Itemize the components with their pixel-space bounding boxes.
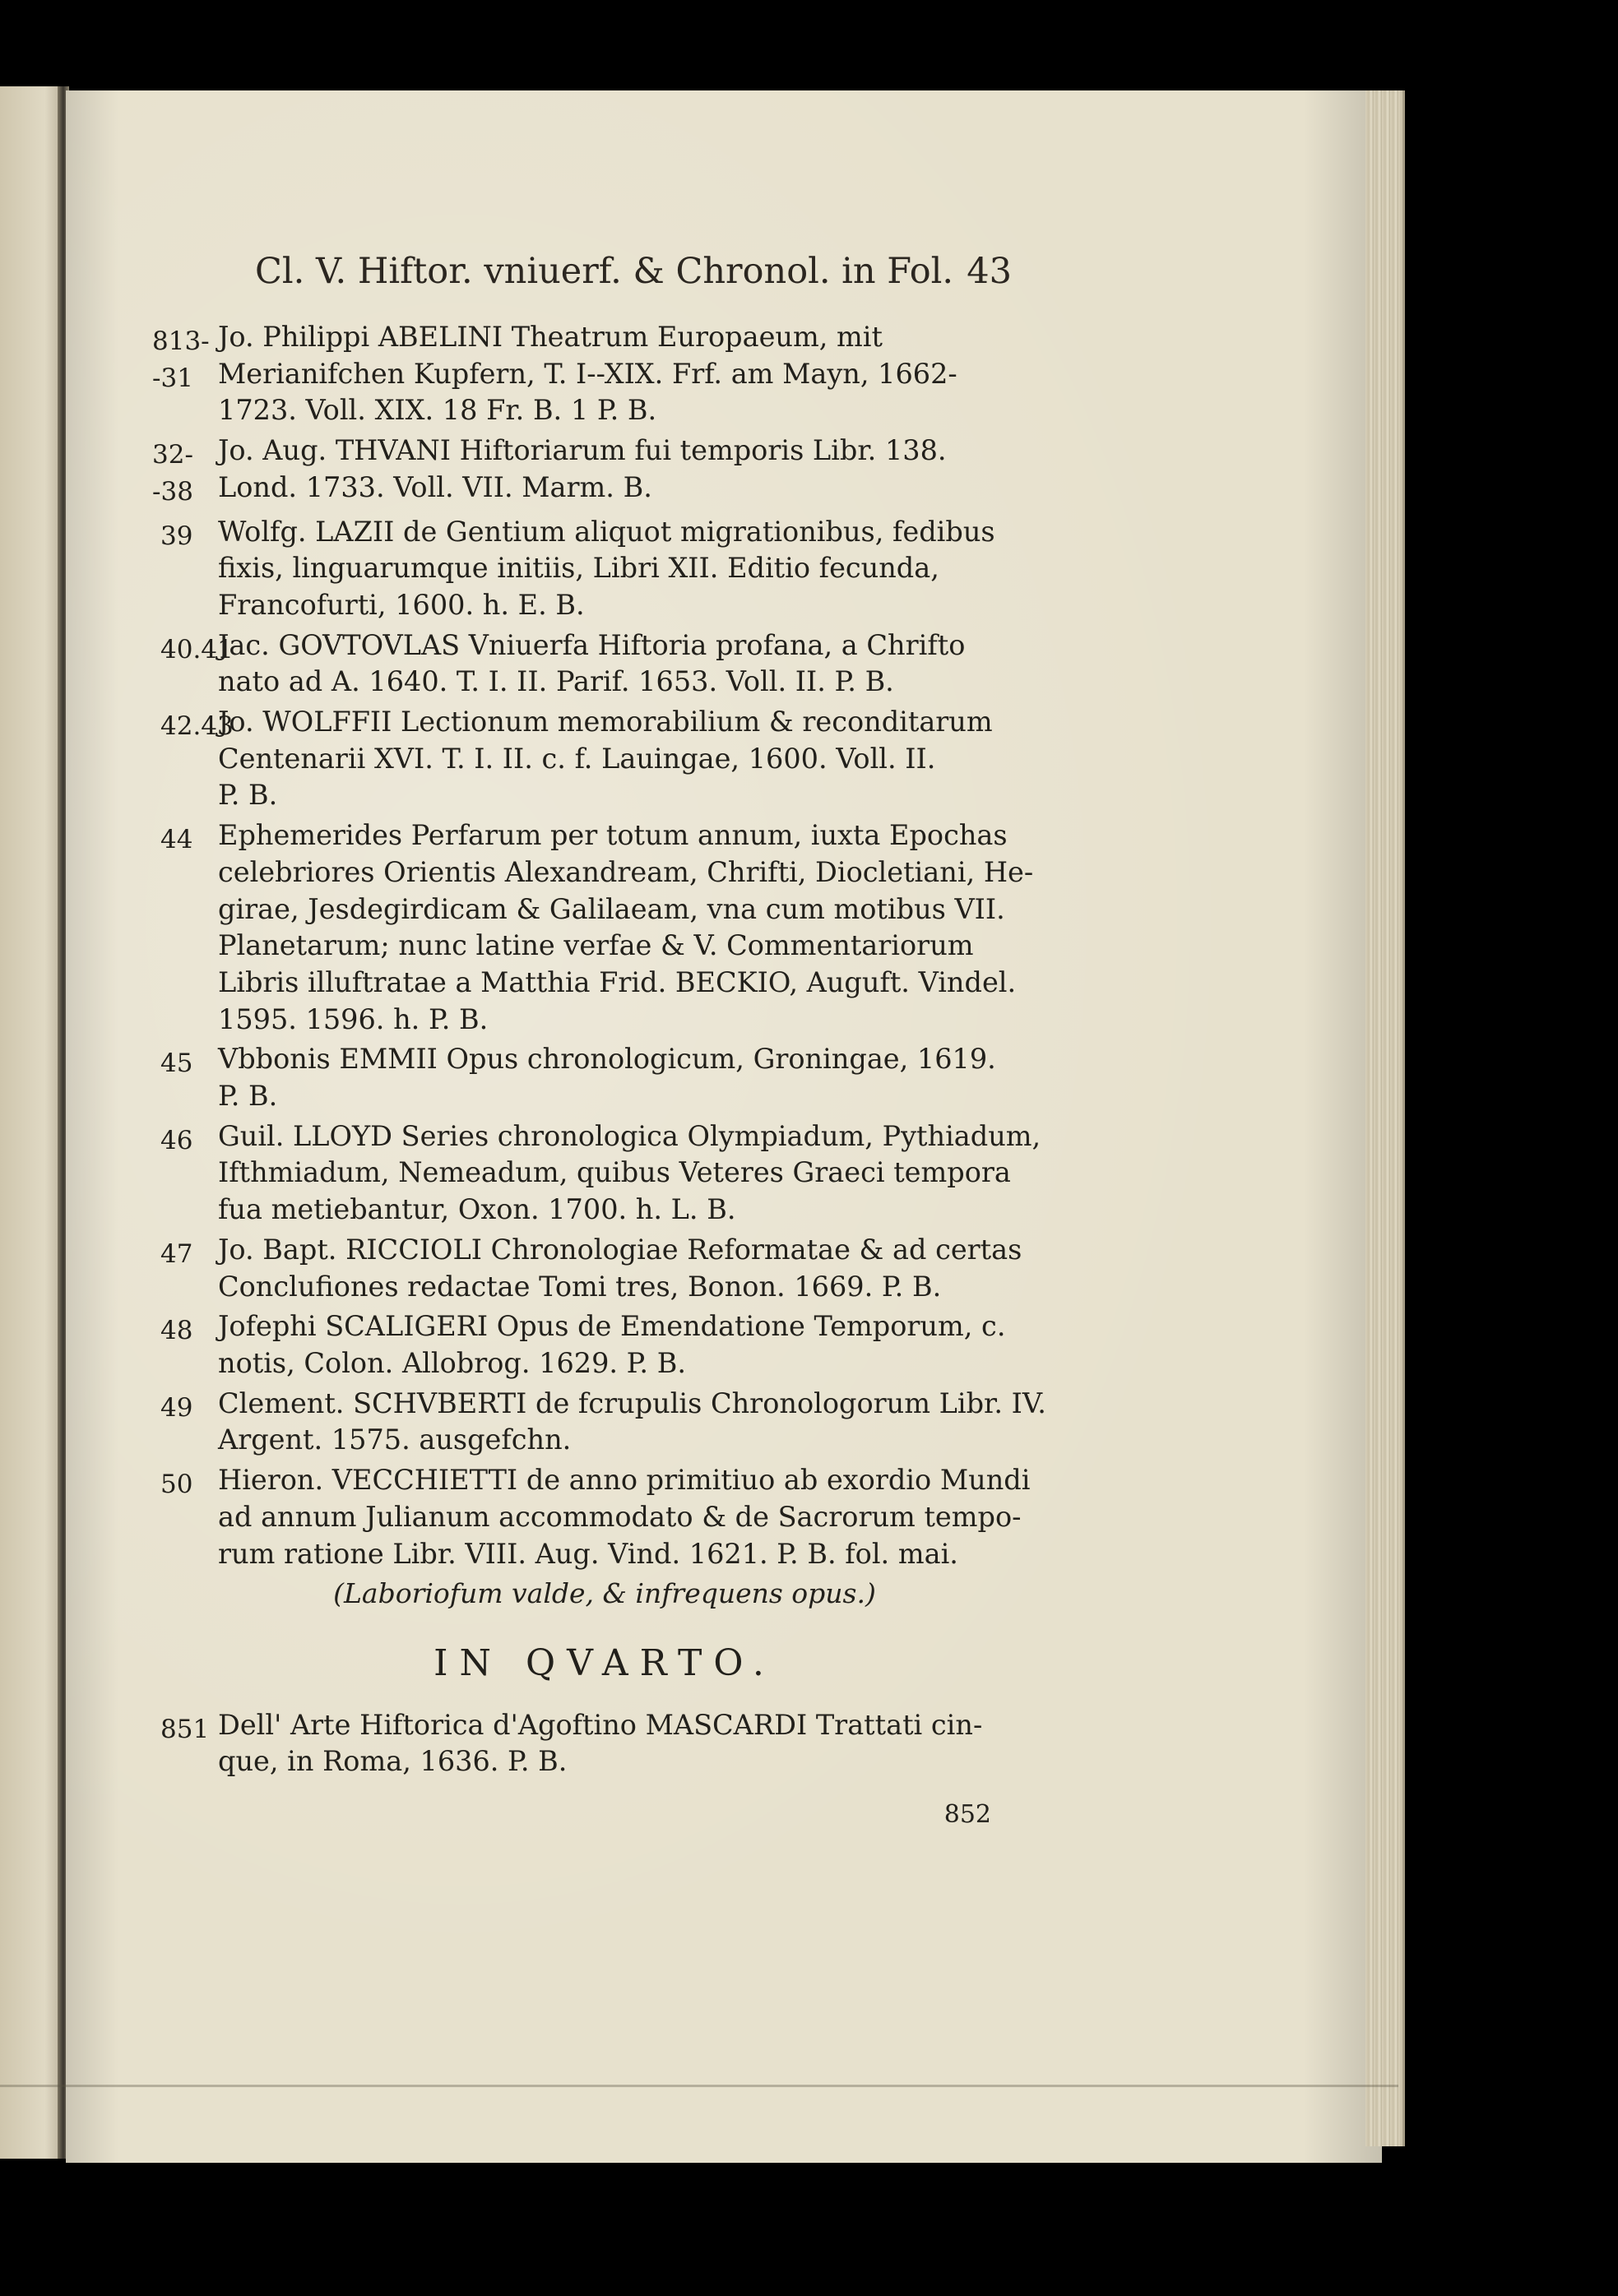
catalog-entry — [160, 1308, 1006, 1382]
entry-text — [218, 319, 999, 429]
entry-line: P. B. — [218, 779, 278, 812]
catalog-entry — [152, 433, 999, 510]
page-stack-edges — [1365, 90, 1405, 2146]
entry-line: Hieron. VECCHIETTI de anno primitiuo ab exordio Mundi — [218, 1464, 1031, 1497]
entry-text — [218, 1118, 1041, 1229]
entry-line: Argent. 1575. ausgefchn. — [218, 1423, 572, 1456]
paper-fold — [0, 2085, 1398, 2087]
entry-number: 44 — [160, 825, 193, 855]
entry-line: Lond. 1733. Voll. VII. Marm. B. — [218, 470, 652, 503]
entry-text — [218, 1462, 1030, 1572]
entry-number: 42.43 — [160, 711, 234, 742]
entry-line: Jac. GOVTOVLAS Vniuerfa Hiftoria profana, a Chrifto — [218, 628, 966, 661]
entry-line: Guil. LLOYD Series chronologica Olympiadum, Pythiadum, — [218, 1119, 1041, 1152]
header-title: Cl. V. Hiftor. vniuerf. & Chronol. in Fol. — [255, 251, 954, 292]
entry-line: nato ad A. 1640. T. I. II. Parif. 1653. Voll. II. P. B. — [218, 665, 894, 698]
catchword: 852 — [943, 1800, 991, 1830]
catalog-entry — [160, 1232, 1022, 1305]
entry-line: Jo. Aug. THVANI Hiftoriarum fui temporis Libr. 138. — [218, 434, 947, 467]
entry-text — [218, 1707, 999, 1780]
catalog-entry — [160, 1041, 999, 1114]
entry-line: Jofephi SCALIGERI Opus de Emendatione Temporum, c. — [218, 1310, 1006, 1343]
entry-text — [218, 817, 1033, 1038]
left-page-edge — [0, 86, 64, 2159]
entry-text — [218, 1041, 999, 1114]
catalog-entry — [160, 817, 1034, 1038]
entry-text — [218, 1232, 1022, 1305]
entry-line: P. B. — [218, 1080, 278, 1113]
catalog-entry — [160, 1462, 1031, 1572]
entry-line: Clement. SCHVBERTI de fcrupulis Chronologorum Libr. IV. — [218, 1386, 1046, 1419]
entry-line: celebriores Orientis Alexandream, Chrifti, Diocletiani, He- — [218, 855, 1034, 888]
catalog-entry — [152, 319, 999, 429]
entry-line: Centenarii XVI. T. I. II. c. f. Lauingae, 1600. Voll. II. — [218, 742, 936, 775]
entry-line: Francofurti, 1600. h. E. B. — [218, 588, 585, 621]
catalog-entry — [160, 704, 999, 814]
entry-text — [218, 1308, 1005, 1382]
entry-line: Planetarum; nunc latine verfae & V. Commentariorum — [218, 929, 974, 962]
entry-line: rum ratione Libr. VIII. Aug. Vind. 1621. P. B. fol. mai. — [218, 1537, 958, 1570]
entry-number: 32--38 — [152, 440, 193, 507]
entry-number: 48 — [160, 1316, 193, 1346]
entry-line: Vbbonis EMMII Opus chronologicum, Groningae, 1619. — [218, 1043, 996, 1076]
entry-number: 40.41 — [160, 634, 234, 664]
entry-line: fixis, linguarumque initiis, Libri XII. Editio fecunda, — [218, 552, 939, 585]
entry-line: que, in Roma, 1636. P. B. — [218, 1745, 568, 1778]
entry-line: Ifthmiadum, Nemeadum, quibus Veteres Graeci tempora — [218, 1156, 1011, 1189]
entry-text — [218, 433, 999, 510]
entry-number: 50 — [160, 1470, 193, 1500]
catalog-entries — [152, 319, 1046, 1834]
catalog-entry — [160, 1386, 1046, 1459]
entry-line: 1595. 1596. h. P. B. — [218, 1002, 489, 1035]
entry-number: 49 — [160, 1392, 193, 1423]
catalog-entry — [160, 1118, 1041, 1229]
running-header — [255, 251, 1012, 292]
page-number: 43 — [967, 251, 1012, 292]
entry-text — [218, 514, 999, 624]
entry-text — [218, 704, 999, 814]
entry-line: Jo. WOLFFII Lectionum memorabilium & reconditarum — [218, 706, 993, 738]
section-title: IN QVARTO. — [433, 1641, 776, 1684]
entry-number: 46 — [160, 1125, 193, 1155]
entry-line: Ephemerides Perfarum per totum annum, iuxta Epochas — [218, 819, 1008, 852]
entry-line: fua metiebantur, Oxon. 1700. h. L. B. — [218, 1193, 736, 1226]
entry-line: notis, Colon. Allobrog. 1629. P. B. — [218, 1346, 686, 1379]
entry-line: Jo. Bapt. RICCIOLI Chronologiae Reformatae & ad certas — [218, 1233, 1022, 1266]
entry-number: 47 — [160, 1238, 193, 1269]
entry-text — [218, 627, 999, 701]
catalog-entry — [160, 627, 999, 701]
editorial-note: (Laboriofum valde, & infrequens opus.) — [333, 1577, 876, 1610]
entry-line: Libris illuftratae a Matthia Frid. BECKIO, Auguft. Vindel. — [218, 965, 1017, 998]
entry-line: Conclufiones redactae Tomi tres, Bonon. 1669. P. B. — [218, 1270, 942, 1303]
entry-line: Dell' Arte Hiftorica d'Agoftino MASCARDI Trattati cin- — [218, 1708, 983, 1741]
catalog-entry — [160, 1707, 999, 1780]
entry-number: 39 — [160, 521, 193, 551]
entry-number: 813--31 — [152, 326, 210, 393]
entry-line: ad annum Julianum accommodato & de Sacrorum tempo- — [218, 1500, 1022, 1533]
entry-number: 851 — [160, 1714, 210, 1744]
catalog-entry — [160, 514, 999, 624]
entry-number: 45 — [160, 1048, 193, 1079]
entry-line: Merianifchen Kupfern, T. I--XIX. Frf. am Mayn, 1662- — [218, 357, 957, 390]
entry-text — [218, 1386, 1046, 1459]
entry-line: girae, Jesdegirdicam & Galilaeam, vna cum motibus VII. — [218, 892, 1005, 925]
entry-line: 1723. Voll. XIX. 18 Fr. B. 1 P. B. — [218, 394, 657, 427]
entry-line: Wolfg. LAZII de Gentium aliquot migrationibus, fedibus — [218, 515, 995, 548]
entry-line: Jo. Philippi ABELINI Theatrum Europaeum, mit — [218, 321, 883, 353]
